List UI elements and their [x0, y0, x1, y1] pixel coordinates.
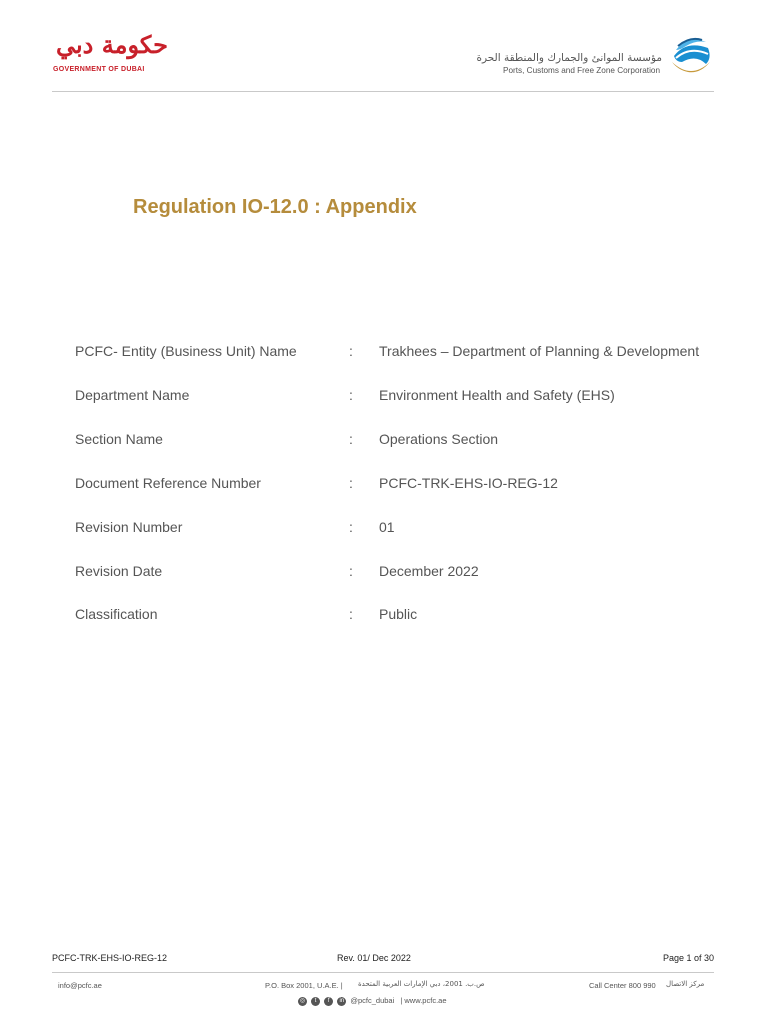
facebook-icon[interactable]: f: [324, 997, 333, 1006]
field-separator: :: [349, 431, 353, 447]
field-value: 01: [379, 519, 395, 535]
field-value: December 2022: [379, 563, 479, 579]
footer-call-center-english: Call Center 800 990: [589, 981, 656, 990]
field-label: Revision Number: [75, 519, 183, 535]
field-row-department: [75, 387, 725, 407]
field-value: PCFC-TRK-EHS-IO-REG-12: [379, 475, 558, 491]
pcfc-logo-arabic-text: مؤسسة الموانئ والجمارك والمنطقة الحرة: [476, 52, 662, 64]
footer-call-center-arabic: مركز الاتصال: [666, 980, 705, 988]
field-label: Department Name: [75, 387, 190, 403]
field-label: Section Name: [75, 431, 163, 447]
field-row-entity: [75, 343, 725, 363]
footer-divider: [52, 972, 714, 973]
field-row-classification: [75, 606, 725, 626]
government-of-dubai-logo: [52, 28, 168, 78]
field-row-revision-date: [75, 563, 725, 583]
field-row-section: [75, 431, 725, 451]
field-value: Trakhees – Department of Planning & Development: [379, 343, 700, 359]
pcfc-emblem-icon: [666, 32, 716, 80]
header-divider: [52, 91, 714, 92]
document-title: Regulation IO-12.0 : Appendix: [133, 196, 417, 218]
footer-po-box-english: P.O. Box 2001, U.A.E. |: [265, 981, 343, 990]
field-row-revision-number: [75, 519, 725, 539]
field-separator: :: [349, 343, 353, 359]
field-separator: :: [349, 563, 353, 579]
field-separator: :: [349, 606, 353, 622]
field-label: Revision Date: [75, 563, 163, 579]
footer-doc-reference: PCFC-TRK-EHS-IO-REG-12: [52, 953, 168, 963]
footer-page-number: Page 1 of 30: [662, 953, 714, 963]
instagram-icon[interactable]: ◎: [299, 997, 306, 1004]
footer-revision: Rev. 01/ Dec 2022: [337, 953, 411, 963]
field-value: Environment Health and Safety (EHS): [379, 387, 615, 403]
field-row-reference: [75, 475, 725, 495]
footer-po-box-arabic: ص.ب. 2001، دبي الإمارات العربية المتحدة: [358, 980, 485, 988]
footer-email[interactable]: info@pcfc.ae: [58, 981, 102, 990]
field-value: Public: [379, 606, 418, 622]
footer-social-row: [298, 996, 447, 1006]
footer-social-handle[interactable]: @pcfc_dubai: [350, 996, 395, 1005]
gov-logo-arabic-text: حكومة دبي: [56, 30, 168, 59]
footer-website[interactable]: | www.pcfc.ae: [400, 996, 447, 1005]
field-separator: :: [349, 519, 353, 535]
field-separator: :: [349, 475, 353, 491]
field-label: Document Reference Number: [75, 475, 261, 491]
field-value: Operations Section: [379, 431, 499, 447]
pcfc-logo-english-text: Ports, Customs and Free Zone Corporation: [503, 66, 660, 75]
linkedin-icon[interactable]: in: [337, 997, 346, 1006]
field-label: Classification: [75, 606, 158, 622]
gov-logo-english-text: GOVERNMENT OF DUBAI: [53, 66, 145, 73]
field-separator: :: [349, 387, 353, 403]
twitter-icon[interactable]: t: [311, 997, 320, 1006]
field-label: PCFC- Entity (Business Unit) Name: [75, 343, 297, 359]
